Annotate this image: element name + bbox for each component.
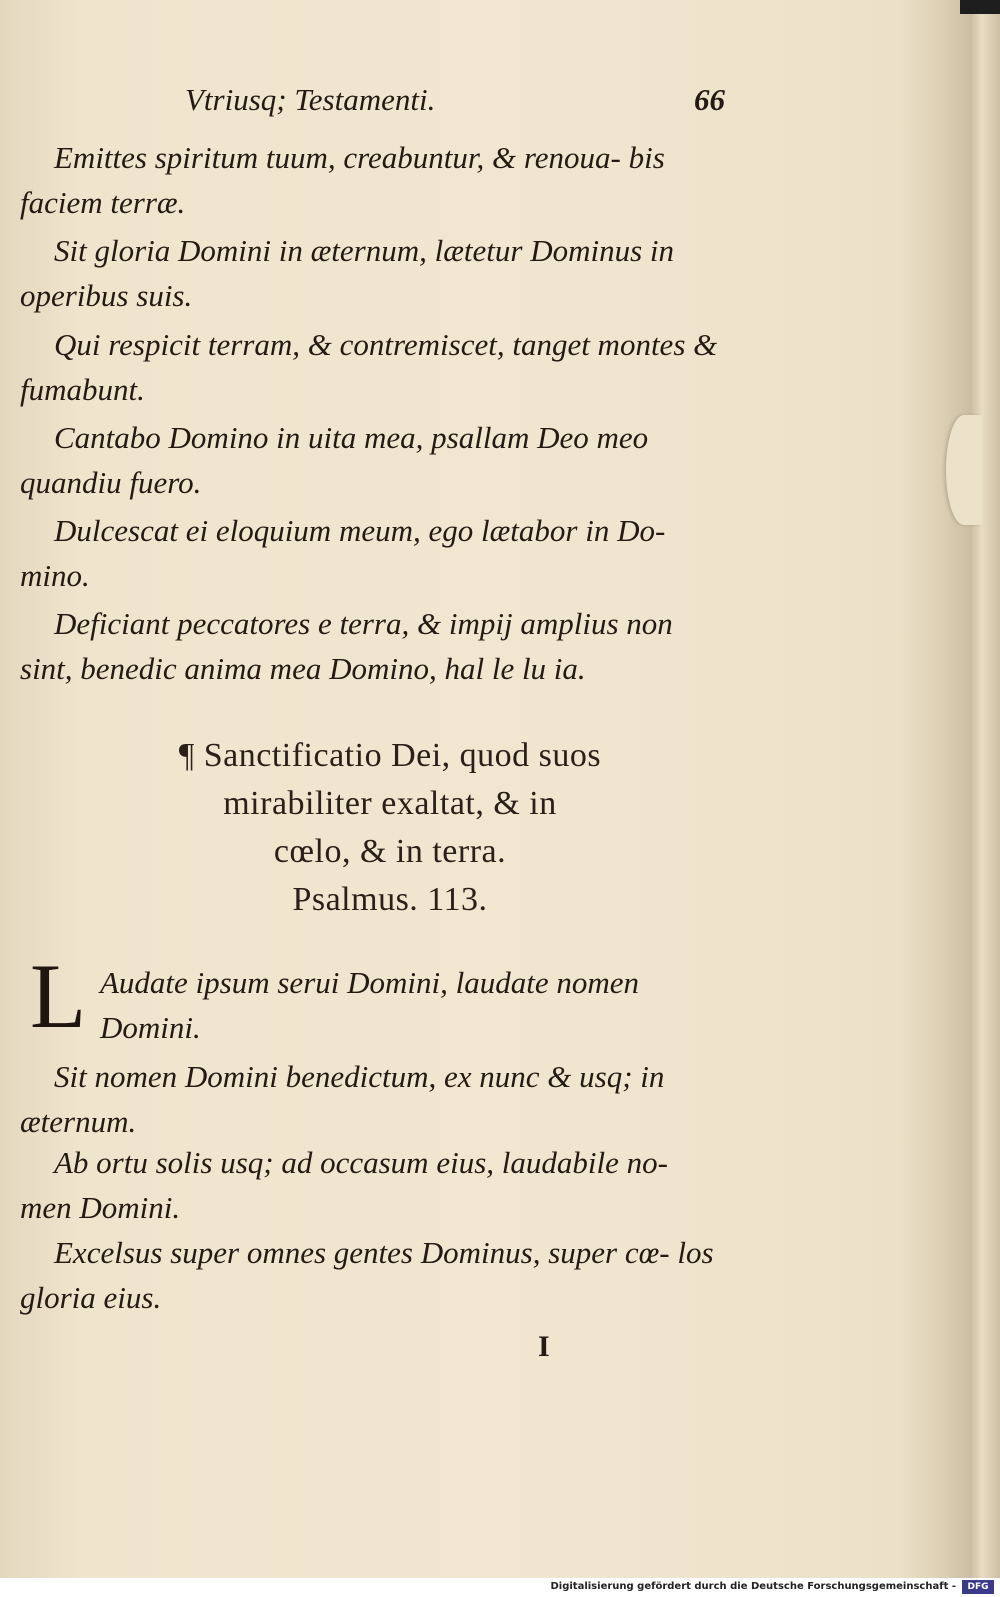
scan-border: [960, 0, 1000, 14]
heading-line: mirabiliter exaltat, & in: [223, 785, 557, 822]
signature-mark: I: [538, 1330, 550, 1363]
heading-line: ¶ Sanctificatio Dei, quod suos: [178, 737, 602, 774]
footer-credit: Digitalisierung gefördert durch die Deutsche Forschungsgemeinschaft -: [550, 1581, 956, 1592]
section-heading: [40, 732, 740, 924]
heading-line: cœlo, & in terra.: [273, 833, 507, 870]
verse: Dulcescat ei eloquium meum, ego lætabor in Do- mino.: [20, 513, 666, 593]
verse: Emittes spiritum tuum, creabuntur, & renoua- bis faciem terræ.: [20, 140, 665, 220]
page-edge: [970, 0, 1000, 1578]
page-number: 66: [694, 82, 725, 117]
first-verse: Audate ipsum serui Domini, laudate nomen Domini.: [100, 965, 640, 1045]
verse: Qui respicit terram, & contremiscet, tanget montes & fumabunt.: [20, 327, 718, 407]
page-tab: [946, 415, 982, 525]
running-head: [185, 82, 725, 126]
running-title: Vtriusq; Testamenti.: [185, 82, 436, 117]
dfg-logo: DFG: [962, 1580, 994, 1594]
verse: Ab ortu solis usq; ad occasum eius, laudabile no- men Domini.: [20, 1145, 668, 1225]
psalm-number: Psalmus. 113.: [292, 881, 488, 918]
drop-cap: L: [30, 945, 87, 1047]
verse: Deficiant peccatores e terra, & impij amplius non sint, benedic anima mea Domino, hal le lu ia.: [20, 606, 673, 686]
verse: Cantabo Domino in uita mea, psallam Deo meo quandiu fuero.: [20, 420, 649, 500]
verse: Sit gloria Domini in æternum, lætetur Dominus in operibus suis.: [20, 233, 675, 313]
verse: Excelsus super omnes gentes Dominus, super cœ- los gloria eius.: [20, 1235, 714, 1315]
verse: Sit nomen Domini benedictum, ex nunc & usq; in æternum.: [20, 1059, 665, 1139]
